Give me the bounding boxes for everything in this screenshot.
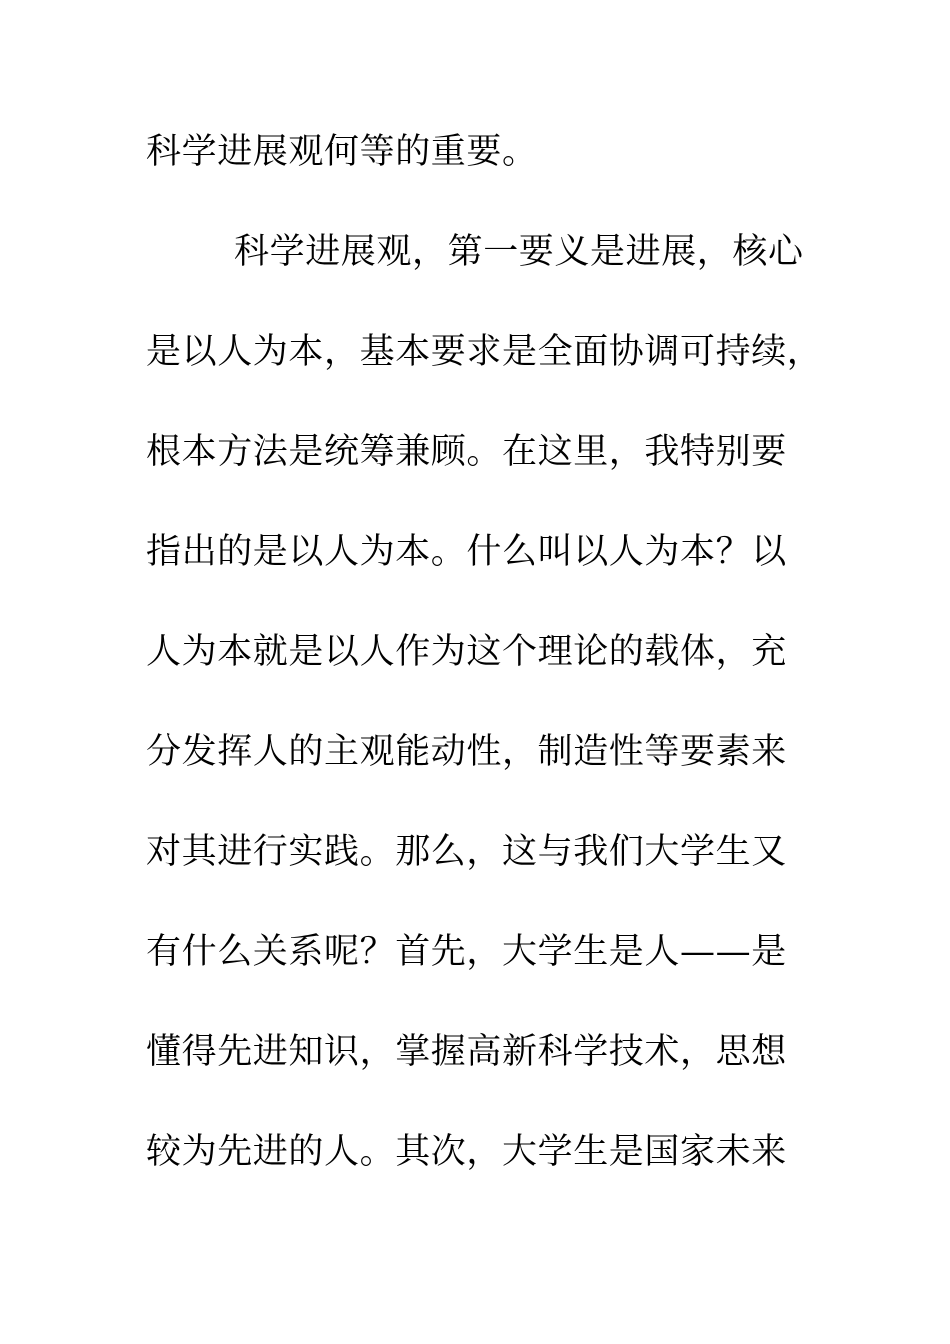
- text-line-9: 有什么关系呢？首先，大学生是人——是: [146, 932, 787, 972]
- text-line-8: 对其进行实践。那么，这与我们大学生又: [146, 832, 787, 872]
- text-line-6: 人为本就是以人作为这个理论的载体，充: [146, 632, 787, 672]
- text-line-2: 科学进展观，第一要义是进展，核心: [234, 232, 804, 272]
- text-line-1: 科学进展观何等的重要。: [146, 132, 538, 172]
- text-line-7: 分发挥人的主观能动性，制造性等要素来: [146, 732, 787, 772]
- text-line-5: 指出的是以人为本。什么叫以人为本？以: [146, 532, 787, 572]
- text-line-10: 懂得先进知识，掌握高新科学技术，思想: [146, 1032, 787, 1072]
- text-line-3: 是以人为本，基本要求是全面协调可持续，: [146, 332, 823, 372]
- text-line-11: 较为先进的人。其次，大学生是国家未来: [146, 1132, 787, 1172]
- text-line-4: 根本方法是统筹兼顾。在这里，我特别要: [146, 432, 787, 472]
